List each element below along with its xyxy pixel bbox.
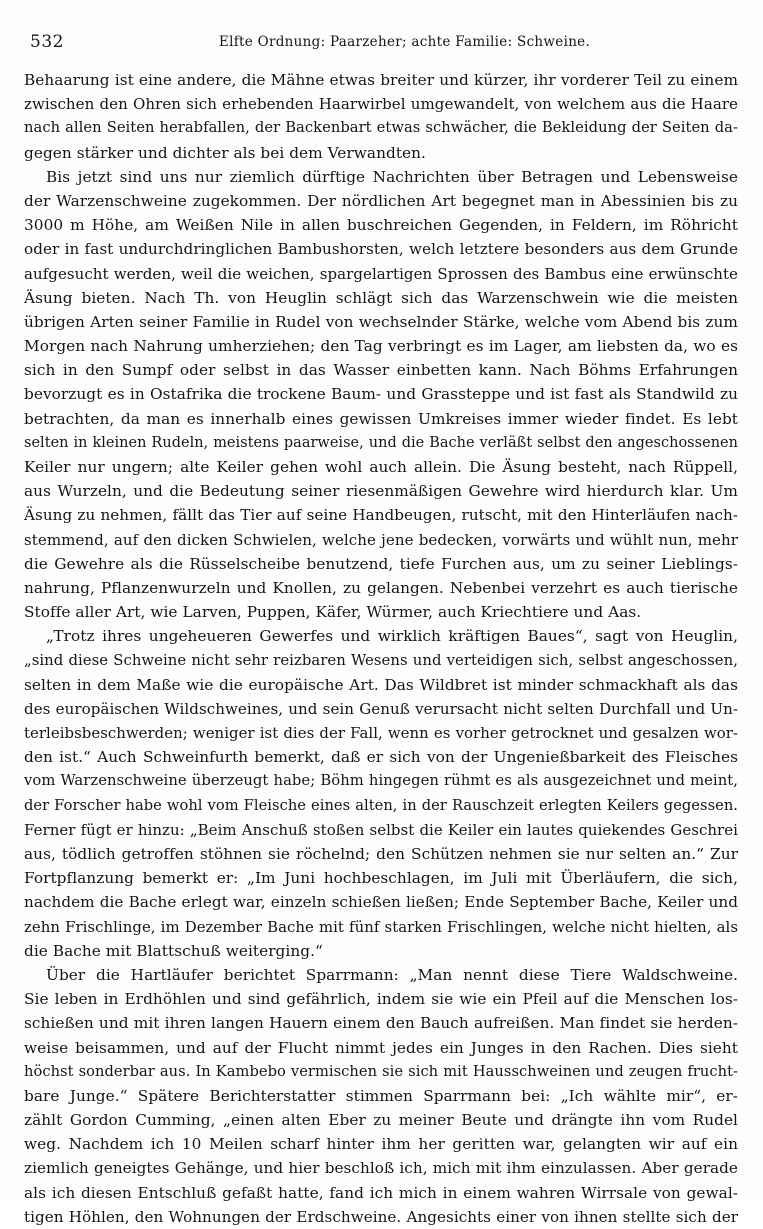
paragraph-first-line: Über die Hartläufer berichtet Sparrmann: „Man nennt diese Tiere Waldschweine. — [46, 965, 738, 984]
text-line: gegen stärker und dichter als bei dem Verwandten. — [24, 143, 426, 162]
text-line: ziemlich geneigtes Gehänge, und hier beschloß ich, mich mit ihm einzulassen. Aber gerade — [24, 1159, 738, 1178]
text-line: Behaarung ist eine andere, die Mähne etwas breiter und kürzer, ihr vorderer Teil zu einem — [24, 71, 738, 89]
text-line: selten in kleinen Rudeln, meistens paarweise, und die Bache verläßt selbst den angeschossenen — [24, 434, 738, 451]
text-line: selten in dem Maße wie die europäische Art. Das Wildbret ist minder schmackhaft als das — [24, 675, 738, 694]
text-line: der Forscher habe wohl vom Fleische eines alten, in der Rauschzeit erlegten Keilers gegessen. — [24, 796, 738, 814]
page-header — [30, 32, 739, 56]
text-line: Stoffe aller Art, wie Larven, Puppen, Käfer, Würmer, auch Kriechtiere und Aas. — [24, 603, 642, 622]
paragraph-first-line: „Trotz ihres ungeheueren Gewerfes und wirklich kräftigen Baues“, sagt von Heuglin, — [46, 627, 738, 646]
text-line: übrigen Arten seiner Familie in Rudel von wechselnder Stärke, welche vom Abend bis zum — [24, 312, 738, 331]
text-line: terleibsbeschwerden; weniger ist dies der Fall, wenn es vorher getrocknet und gesalzen wor- — [24, 724, 738, 743]
text-line: aus, tödlich getroffen stöhnen sie röchelnd; den Schützen nehmen sie nur selten an.“ Zur — [24, 845, 738, 863]
text-line: nach allen Seiten herabfallen, der Backenbart etwas schwächer, die Bekleidung der Seiten da- — [24, 119, 738, 137]
text-line: schießen und mit ihren langen Hauern einem den Bauch aufreißen. Man findet sie herden- — [24, 1014, 738, 1033]
text-line: tigen Höhlen, den Wohnungen der Erdschweine. Angesichts einer von ihnen stellte sich der — [24, 1207, 738, 1226]
text-line: der Warzenschweine zugekommen. Der nördlichen Art begegnet man in Abessinien bis zu — [24, 191, 738, 210]
text-line: die Bache mit Blattschuß weiterging.“ — [24, 941, 323, 960]
text-line: bevorzugt es in Ostafrika die trockene Baum- und Grassteppe und ist fast als Standwild zu — [24, 385, 738, 404]
text-line: aufgesucht werden, weil die weichen, spargelartigen Sprossen des Bambus eine erwünschte — [24, 264, 738, 283]
paragraph-first-line: Bis jetzt sind uns nur ziemlich dürftige Nachrichten über Betragen und Lebensweise — [46, 167, 738, 186]
text-line: zwischen den Ohren sich erhebenden Haarwirbel umgewandelt, von welchem aus die Haare — [24, 95, 738, 114]
text-line: betrachten, da man es innerhalb eines gewissen Umkreises immer wieder findet. Es lebt — [24, 409, 738, 428]
text-line: höchst sonderbar aus. In Kambebo vermischen sie sich mit Hausschweinen und zeugen frucht- — [24, 1062, 738, 1080]
text-line: „sind diese Schweine nicht sehr reizbaren Wesens und verteidigen sich, selbst angeschossen, — [24, 651, 738, 669]
text-line: weise beisammen, und auf der Flucht nimmt jedes ein Junges in den Rachen. Dies sieht — [24, 1038, 738, 1057]
text-line: nachdem die Bache erlegt war, einzeln schießen ließen; Ende September Bache, Keiler und — [24, 893, 738, 912]
text-line: bare Junge.“ Spätere Berichterstatter stimmen Sparrmann bei: „Ich wählte mir“, er- — [24, 1086, 738, 1105]
text-line: des europäischen Wildschweines, und sein Genuß verursacht nicht selten Durchfall und Un- — [24, 699, 738, 718]
text-line: 3000 m Höhe, am Weißen Nile in allen buschreichen Gegenden, in Feldern, im Röhricht — [24, 216, 738, 235]
text-line: Morgen nach Nahrung umherziehen; den Tag verbringt es im Lager, am liebsten da, wo es — [24, 337, 738, 356]
text-line: sich in den Sumpf oder selbst in das Wasser einbetten kann. Nach Böhms Erfahrungen — [24, 361, 738, 380]
text-line: vom Warzenschweine überzeugt habe; Böhm hingegen rühmt es als ausgezeichnet und meint, — [24, 772, 738, 790]
text-line: die Gewehre als die Rüsselscheibe benutzend, tiefe Furchen aus, um zu seiner Lieblings- — [24, 554, 738, 573]
text-line: aus Wurzeln, und die Bedeutung seiner riesenmäßigen Gewehre wird hierdurch klar. Um — [24, 482, 738, 501]
running-head: Elfte Ordnung: Paarzeher; achte Familie: Schweine. — [218, 34, 591, 50]
text-line: den ist.“ Auch Schweinfurth bemerkt, daß er sich von der Ungenießbarkeit des Fleisches — [24, 748, 738, 767]
page-number: 532 — [30, 32, 64, 52]
text-line: weg. Nachdem ich 10 Meilen scharf hinter ihm her geritten war, gelangten wir auf ein — [24, 1135, 738, 1154]
text-line: oder in fast undurchdringlichen Bambushorsten, welch letztere besonders aus dem Grunde — [24, 240, 738, 259]
text-line: Fortpflanzung bemerkt er: „Im Juni hochbeschlagen, im Juli mit Überläufern, die sich, — [24, 869, 738, 888]
text-line: Ferner fügt er hinzu: „Beim Anschuß stoßen selbst die Keiler ein lautes quiekendes Geschrei — [24, 820, 738, 839]
text-line: Äsung zu nehmen, fällt das Tier auf seine Handbeugen, rutscht, mit den Hinterläufen nach- — [24, 506, 738, 525]
text-line: Äsung bieten. Nach Th. von Heuglin schlägt sich das Warzenschwein wie die meisten — [24, 288, 738, 307]
body-text — [24, 68, 738, 1229]
text-line: zehn Frischlinge, im Dezember Bache mit fünf starken Frischlingen, welche nicht hielten, als — [24, 917, 738, 936]
text-line: Keiler nur ungern; alte Keiler gehen wohl auch allein. Die Äsung besteht, nach Rüppell, — [24, 458, 738, 476]
text-line: Sie leben in Erdhöhlen und sind gefährlich, indem sie wie ein Pfeil auf die Menschen los- — [24, 990, 738, 1009]
text-line: zählt Gordon Cumming, „einen alten Eber zu meiner Beute und drängte ihn vom Rudel — [24, 1111, 738, 1130]
text-line: stemmend, auf den dicken Schwielen, welche jene bedecken, vorwärts und wühlt nun, mehr — [24, 530, 738, 549]
text-line: als ich diesen Entschluß gefaßt hatte, fand ich mich in einem wahren Wirrsale von gewal- — [24, 1183, 738, 1202]
text-line: nahrung, Pflanzenwurzeln und Knollen, zu gelangen. Nebenbei verzehrt es auch tierische — [24, 578, 738, 597]
